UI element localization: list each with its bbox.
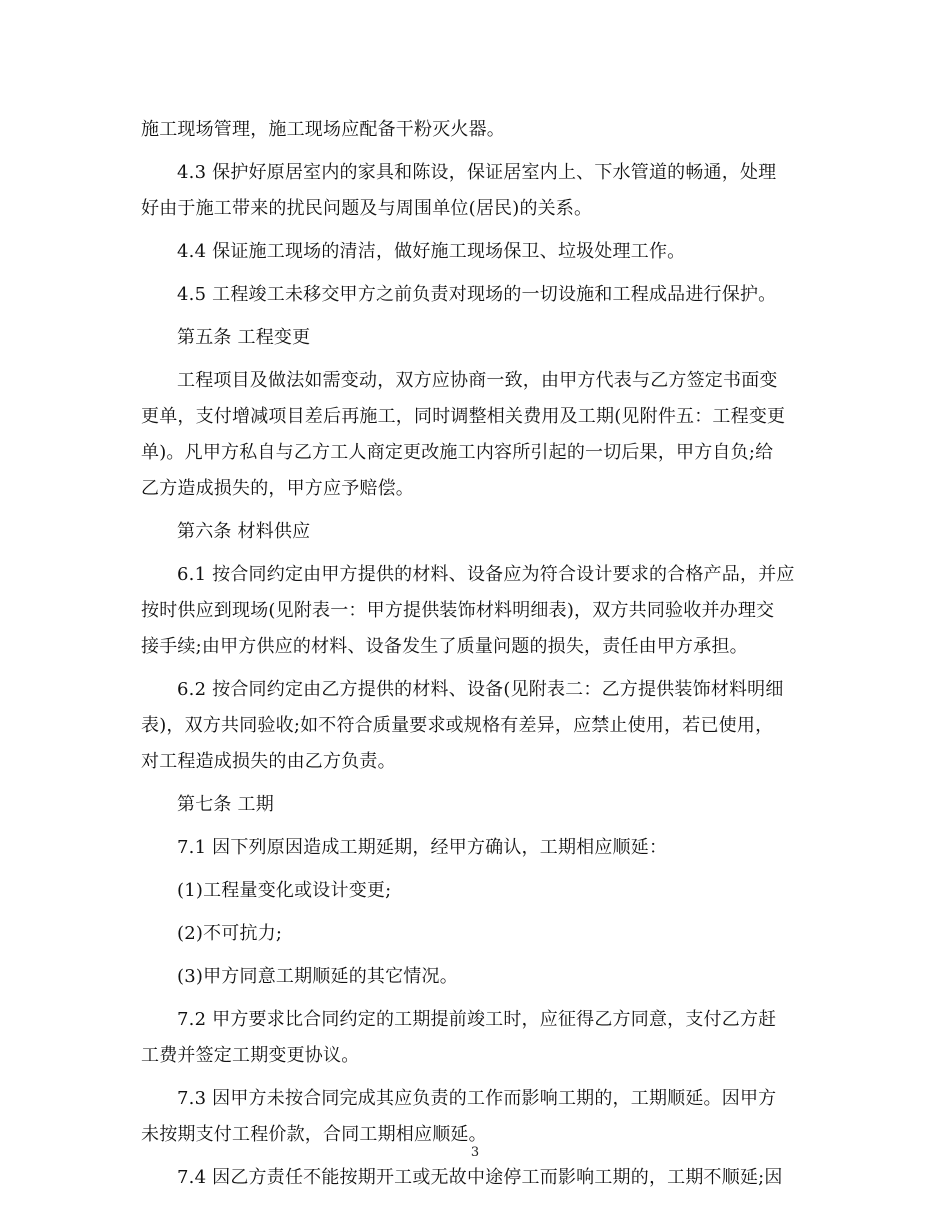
text-line: 6.2 按合同约定由乙方提供的材料、设备(见附表二：乙方提供装饰材料明细 (177, 679, 784, 700)
text-line: (2)不可抗力; (177, 923, 283, 944)
text-line: 表)，双方共同验收;如不符合质量要求或规格有差异，应禁止使用，若已使用， (141, 715, 774, 736)
text-line: 4.4 保证施工现场的清洁，做好施工现场保卫、垃圾处理工作。 (177, 241, 686, 262)
text-line: 施工现场管理，施工现场应配备干粉灭火器。 (141, 119, 505, 140)
text-line: 乙方造成损失的，甲方应予赔偿。 (141, 478, 414, 499)
text-line: 工费并签定工期变更协议。 (141, 1045, 360, 1066)
text-line: 7.1 因下列原因造成工期延期，经甲方确认，工期相应顺延： (177, 837, 668, 858)
text-line: 第七条 工期 (177, 794, 274, 815)
paragraph (141, 830, 809, 866)
text-line: 对工程造成损失的由乙方负责。 (141, 751, 396, 772)
text-line: 7.3 因甲方未按合同完成其应负责的工作而影响工期的，工期顺延。因甲方 (177, 1088, 777, 1109)
text-line: (1)工程量变化或设计变更; (177, 880, 392, 901)
paragraph (141, 1160, 809, 1196)
text-line: 好由于施工带来的扰民问题及与周围单位(居民)的关系。 (141, 198, 593, 219)
text-line: 4.5 工程竣工未移交甲方之前负责对现场的一切设施和工程成品进行保护。 (177, 284, 777, 305)
paragraph (141, 514, 809, 550)
paragraph (141, 234, 809, 270)
page-number: 3 (470, 1145, 480, 1160)
paragraph (141, 320, 809, 356)
paragraph (141, 1081, 809, 1153)
paragraph (141, 112, 809, 148)
paragraph (141, 959, 809, 995)
paragraph (141, 787, 809, 823)
text-line: 4.3 保护好原居室内的家具和陈设，保证居室内上、下水管道的畅通，处理 (177, 162, 777, 183)
paragraph (141, 1002, 809, 1074)
text-line: 第五条 工程变更 (177, 327, 311, 348)
paragraph (141, 363, 809, 507)
text-line: 7.4 因乙方责任不能按期开工或无故中途停工而影响工期的，工期不顺延;因 (177, 1167, 783, 1188)
text-line: 接手续;由甲方供应的材料、设备发生了质量问题的损失，责任由甲方承担。 (141, 636, 748, 657)
paragraph (141, 672, 809, 780)
text-line: 按时供应到现场(见附表一：甲方提供装饰材料明细表)，双方共同验收并办理交 (141, 600, 775, 621)
text-line: 更单，支付增减项目差后再施工，同时调整相关费用及工期(见附件五：工程变更 (141, 406, 786, 427)
paragraph (141, 155, 809, 227)
paragraph (141, 916, 809, 952)
text-line: (3)甲方同意工期顺延的其它情况。 (177, 966, 458, 987)
text-line: 工程项目及做法如需变动，双方应协商一致，由甲方代表与乙方签定书面变 (177, 370, 778, 391)
text-line: 第六条 材料供应 (177, 521, 311, 542)
paragraph (141, 557, 809, 665)
text-line: 6.1 按合同约定由甲方提供的材料、设备应为符合设计要求的合格产品，并应 (177, 564, 795, 585)
text-line: 未按期支付工程价款，合同工期相应顺延。 (141, 1124, 487, 1145)
text-line: 7.2 甲方要求比合同约定的工期提前竣工时，应征得乙方同意，支付乙方赶 (177, 1009, 777, 1030)
paragraph (141, 277, 809, 313)
text-line: 单)。凡甲方私自与乙方工人商定更改施工内容所引起的一切后果，甲方自负;给 (141, 442, 774, 463)
document-body (141, 112, 809, 1203)
paragraph (141, 873, 809, 909)
